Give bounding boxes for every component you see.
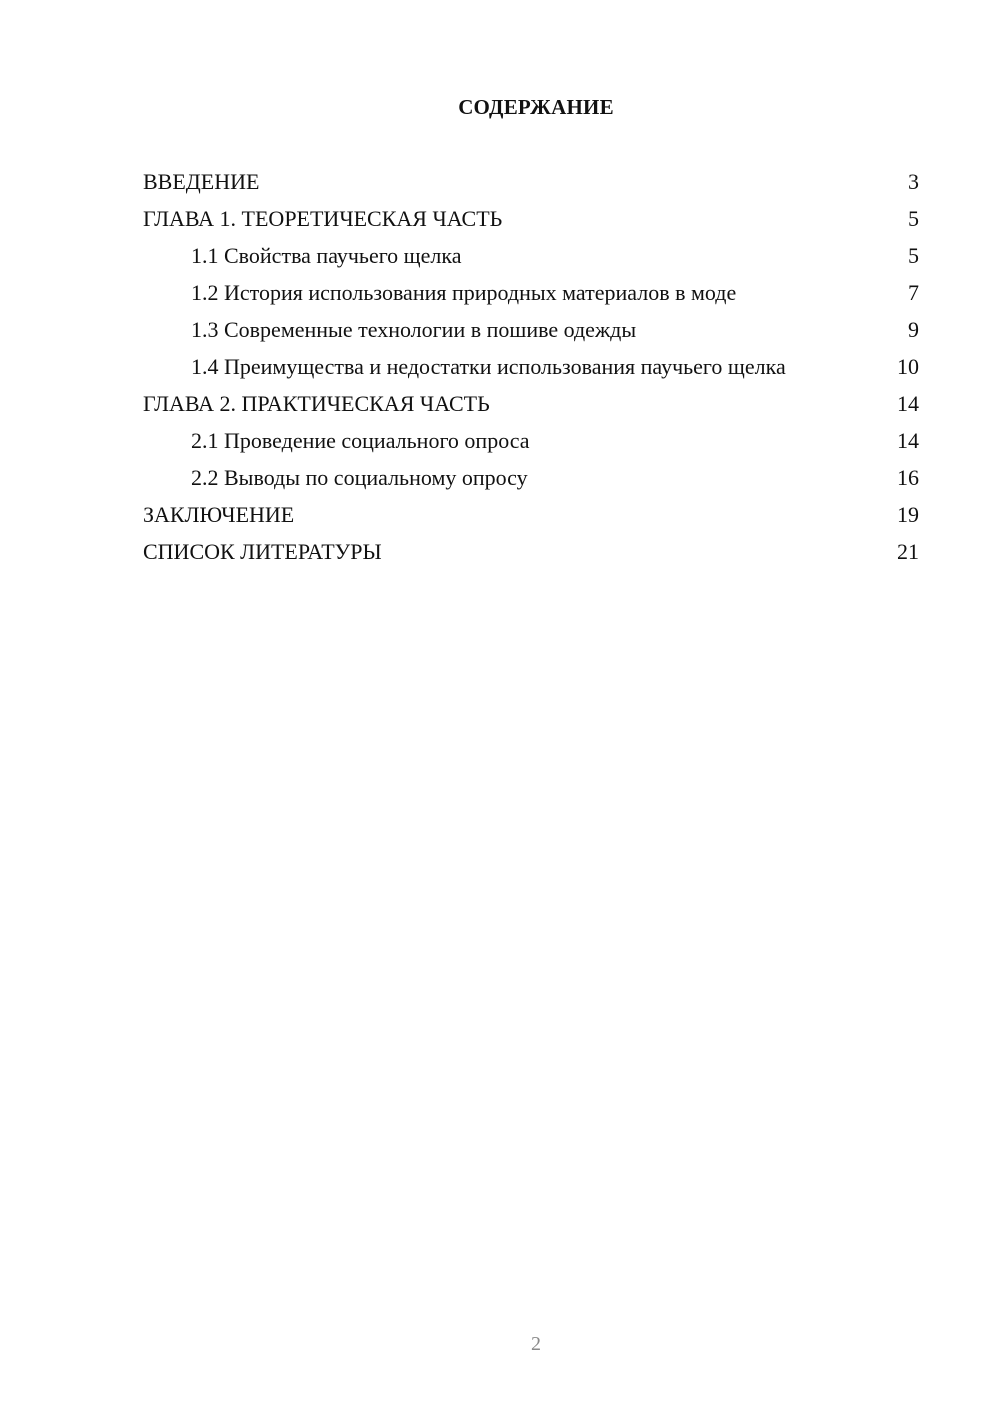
toc-entry-section-2-1[interactable]	[143, 427, 919, 454]
page-title: СОДЕРЖАНИЕ	[458, 95, 614, 119]
toc-entry-page-number: 5	[908, 206, 919, 231]
toc-entry-chapter-1[interactable]	[143, 205, 919, 232]
toc-entry-text: 1.1 Свойства паучьего щелка	[191, 243, 462, 268]
toc-entry-section-2-2[interactable]	[143, 464, 919, 491]
toc-entry-chapter-2[interactable]	[143, 390, 919, 417]
toc-entry-conclusion[interactable]	[143, 501, 919, 528]
page-number: 2	[531, 1333, 541, 1355]
toc-entry-section-1-4[interactable]	[143, 353, 919, 380]
toc-entry-text: 1.4 Преимущества и недостатки использования паучьего щелка	[191, 354, 786, 379]
toc-entry-page-number: 10	[897, 354, 919, 379]
toc-entry-text: СПИСОК ЛИТЕРАТУРЫ	[143, 539, 382, 564]
toc-entry-text: ГЛАВА 2. ПРАКТИЧЕСКАЯ ЧАСТЬ	[143, 391, 490, 416]
toc-entry-text: 1.3 Современные технологии в пошиве одежды	[191, 317, 637, 342]
toc-entry-page-number: 9	[908, 317, 919, 342]
toc-entry-page-number: 19	[897, 502, 919, 527]
toc-entry-text: ГЛАВА 1. ТЕОРЕТИЧЕСКАЯ ЧАСТЬ	[143, 206, 503, 231]
toc-entry-page-number: 5	[908, 243, 919, 268]
toc-entry-text: 2.2 Выводы по социальному опросу	[191, 465, 528, 490]
toc-entry-text: 1.2 История использования природных материалов в моде	[191, 280, 737, 305]
toc-entry-page-number: 16	[897, 465, 919, 490]
toc-entry-text: 2.1 Проведение социального опроса	[191, 428, 530, 453]
toc-entry-section-1-2[interactable]	[143, 279, 919, 306]
toc-entry-page-number: 3	[908, 169, 919, 194]
toc-entry-section-1-1[interactable]	[143, 242, 919, 269]
toc-entry-page-number: 14	[897, 428, 919, 453]
toc-entry-text: ЗАКЛЮЧЕНИЕ	[143, 502, 295, 527]
toc-entry-text: ВВЕДЕНИЕ	[143, 169, 260, 194]
toc-entry-page-number: 7	[908, 280, 919, 305]
toc-entry-section-1-3[interactable]	[143, 316, 919, 343]
toc-entry-introduction[interactable]	[143, 168, 919, 195]
table-of-contents	[143, 168, 919, 575]
toc-entry-page-number: 14	[897, 391, 919, 416]
toc-entry-page-number: 21	[897, 539, 919, 564]
toc-entry-references[interactable]	[143, 538, 919, 565]
